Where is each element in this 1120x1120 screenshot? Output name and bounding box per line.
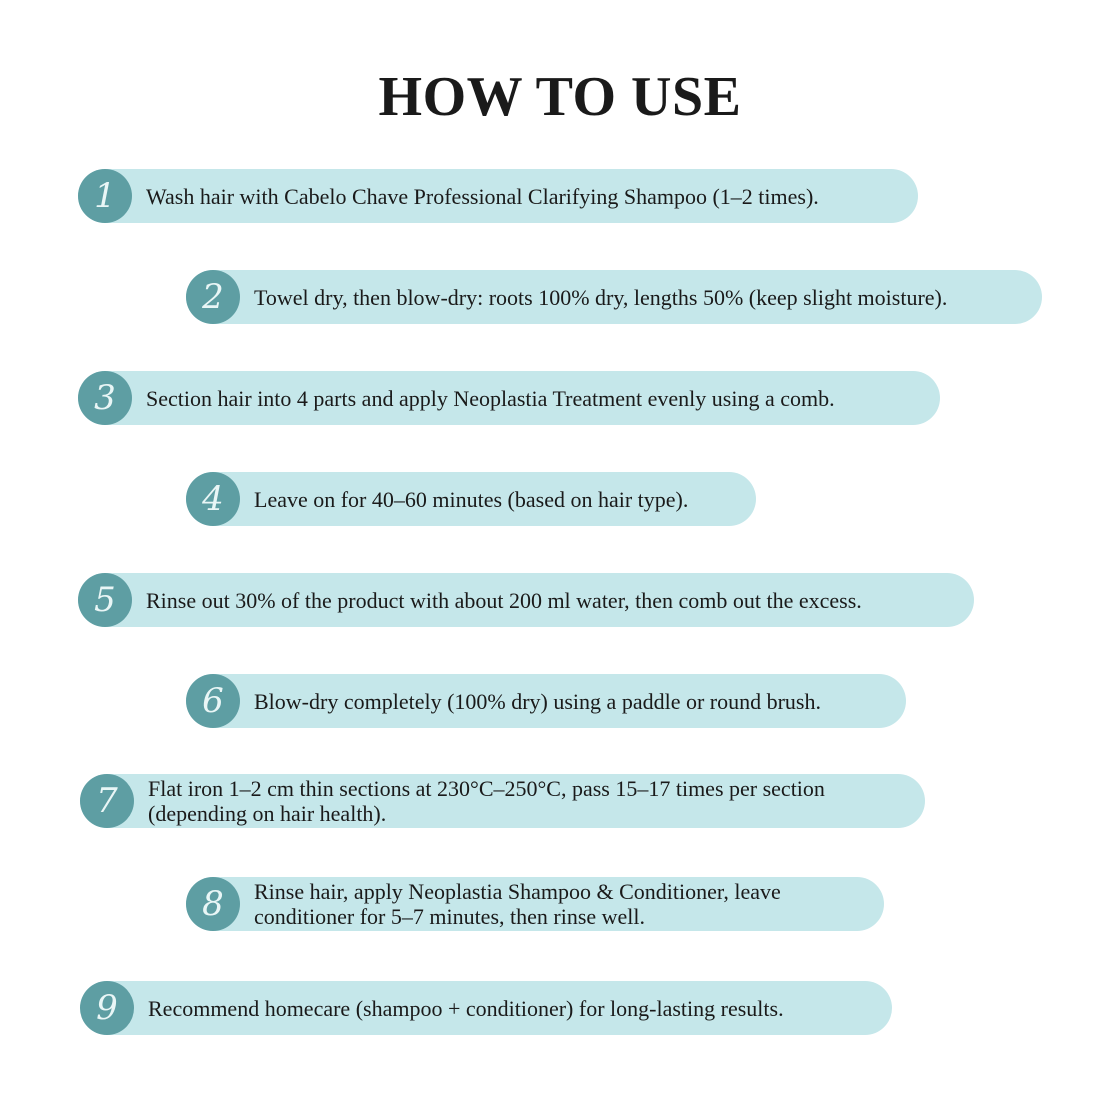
page-title: HOW TO USE xyxy=(378,66,742,128)
step-text: Towel dry, then blow-dry: roots 100% dry, lengths 50% (keep slight moisture). xyxy=(254,284,948,310)
step-6 xyxy=(186,674,906,728)
step-text: Leave on for 40–60 minutes (based on hair type). xyxy=(254,486,689,512)
step-number-badge: 8 xyxy=(186,877,240,931)
step-5 xyxy=(78,573,974,627)
step-number-badge: 6 xyxy=(186,674,240,728)
step-number-badge: 3 xyxy=(78,371,132,425)
step-7 xyxy=(80,774,925,828)
step-text-line: (depending on hair health). xyxy=(148,801,387,826)
step-text xyxy=(80,776,847,826)
step-2 xyxy=(186,270,1042,324)
step-number-badge: 5 xyxy=(78,573,132,627)
step-text-line: Flat iron 1–2 cm thin sections at 230°C–250°C, pass 15–17 times per section xyxy=(148,776,825,801)
step-text-line: conditioner for 5–7 minutes, then rinse well. xyxy=(254,904,646,929)
step-text: Wash hair with Cabelo Chave Professional Clarifying Shampoo (1–2 times). xyxy=(146,183,819,209)
step-number-badge: 2 xyxy=(186,270,240,324)
step-3 xyxy=(78,371,940,425)
step-8 xyxy=(186,877,884,931)
step-text: Section hair into 4 parts and apply Neoplastia Treatment evenly using a comb. xyxy=(146,385,835,411)
step-text: Blow-dry completely (100% dry) using a paddle or round brush. xyxy=(254,688,821,714)
step-number-badge: 4 xyxy=(186,472,240,526)
step-4 xyxy=(186,472,756,526)
step-number-badge: 9 xyxy=(80,981,134,1035)
step-text xyxy=(186,879,803,929)
step-1 xyxy=(78,169,918,223)
step-text-line: Rinse hair, apply Neoplastia Shampoo & Conditioner, leave xyxy=(254,879,781,904)
step-text: Rinse out 30% of the product with about 200 ml water, then comb out the excess. xyxy=(146,587,862,613)
step-number-badge: 1 xyxy=(78,169,132,223)
step-number-badge: 7 xyxy=(80,774,134,828)
step-9 xyxy=(80,981,892,1035)
step-text: Recommend homecare (shampoo + conditioner) for long-lasting results. xyxy=(148,995,784,1021)
